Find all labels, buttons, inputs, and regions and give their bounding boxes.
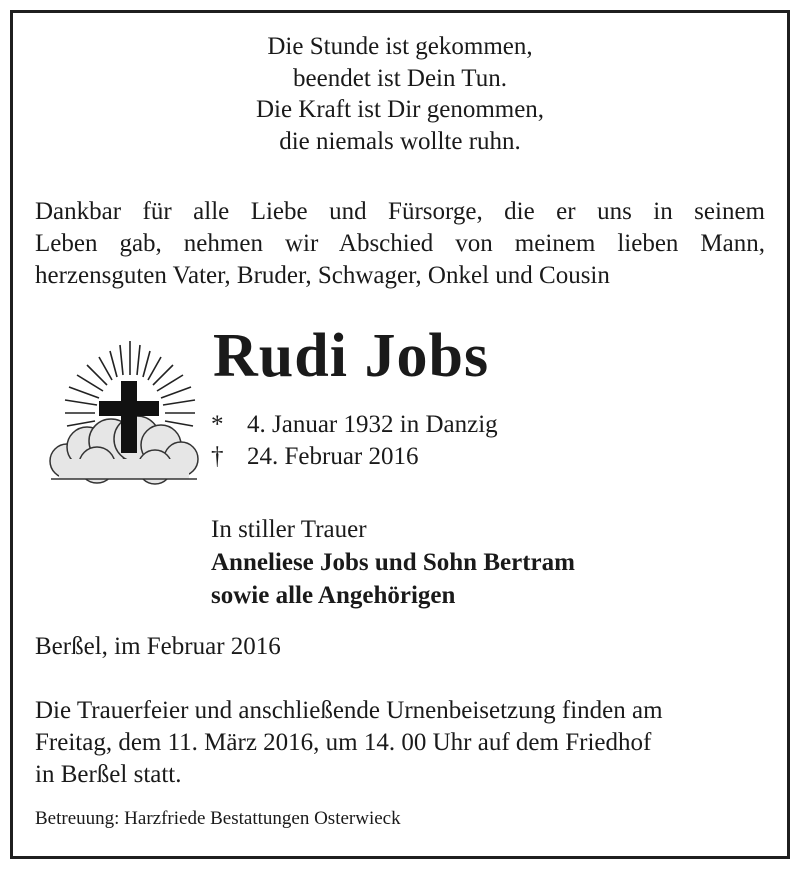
death-row (211, 441, 498, 473)
life-dates (211, 409, 498, 473)
place-date: Berßel, im Februar 2016 (35, 633, 281, 660)
poem (13, 31, 787, 157)
intro-line: herzensguten Vater, Bruder, Schwager, Onkel und Cousin (35, 262, 610, 289)
deceased-name: Rudi Jobs (213, 322, 490, 390)
mourners (211, 513, 575, 612)
cross-on-clouds-icon (37, 331, 207, 491)
ceremony-text (35, 695, 775, 791)
mourners-line-1: Anneliese Jobs und Sohn Bertram (211, 549, 575, 576)
mourning-intro: In stiller Trauer (211, 516, 367, 543)
obituary-frame (10, 10, 790, 859)
poem-line: Die Stunde ist gekommen, (267, 33, 533, 60)
mourners-line-2: sowie alle Angehörigen (211, 582, 456, 609)
birth-symbol: * (211, 411, 224, 438)
birth-date: 4. Januar 1932 in Danzig (247, 411, 498, 438)
ceremony-line: Die Trauerfeier und anschließende Urnenbeisetzung finden am (35, 697, 663, 724)
ceremony-line: in Berßel statt. (35, 761, 182, 788)
poem-line: beendet ist Dein Tun. (293, 64, 507, 92)
death-date: 24. Februar 2016 (247, 443, 419, 470)
poem-line: Die Kraft ist Dir genommen, (255, 96, 545, 123)
intro-line: Leben gab, nehmen wir Abschied von meinem lieben Mann, (35, 230, 765, 257)
funeral-home-credit: Betreuung: Harzfriede Bestattungen Osterwieck (35, 808, 401, 829)
poem-line: die niemals wollte ruhn. (279, 127, 521, 155)
birth-row (211, 409, 498, 441)
intro-text (35, 196, 765, 292)
death-symbol: † (211, 443, 224, 470)
ceremony-line: Freitag, dem 11. März 2016, um 14. 00 Uhr auf dem Friedhof (35, 729, 652, 756)
intro-line: Dankbar für alle Liebe und Fürsorge, die er uns in seinem (35, 198, 765, 225)
